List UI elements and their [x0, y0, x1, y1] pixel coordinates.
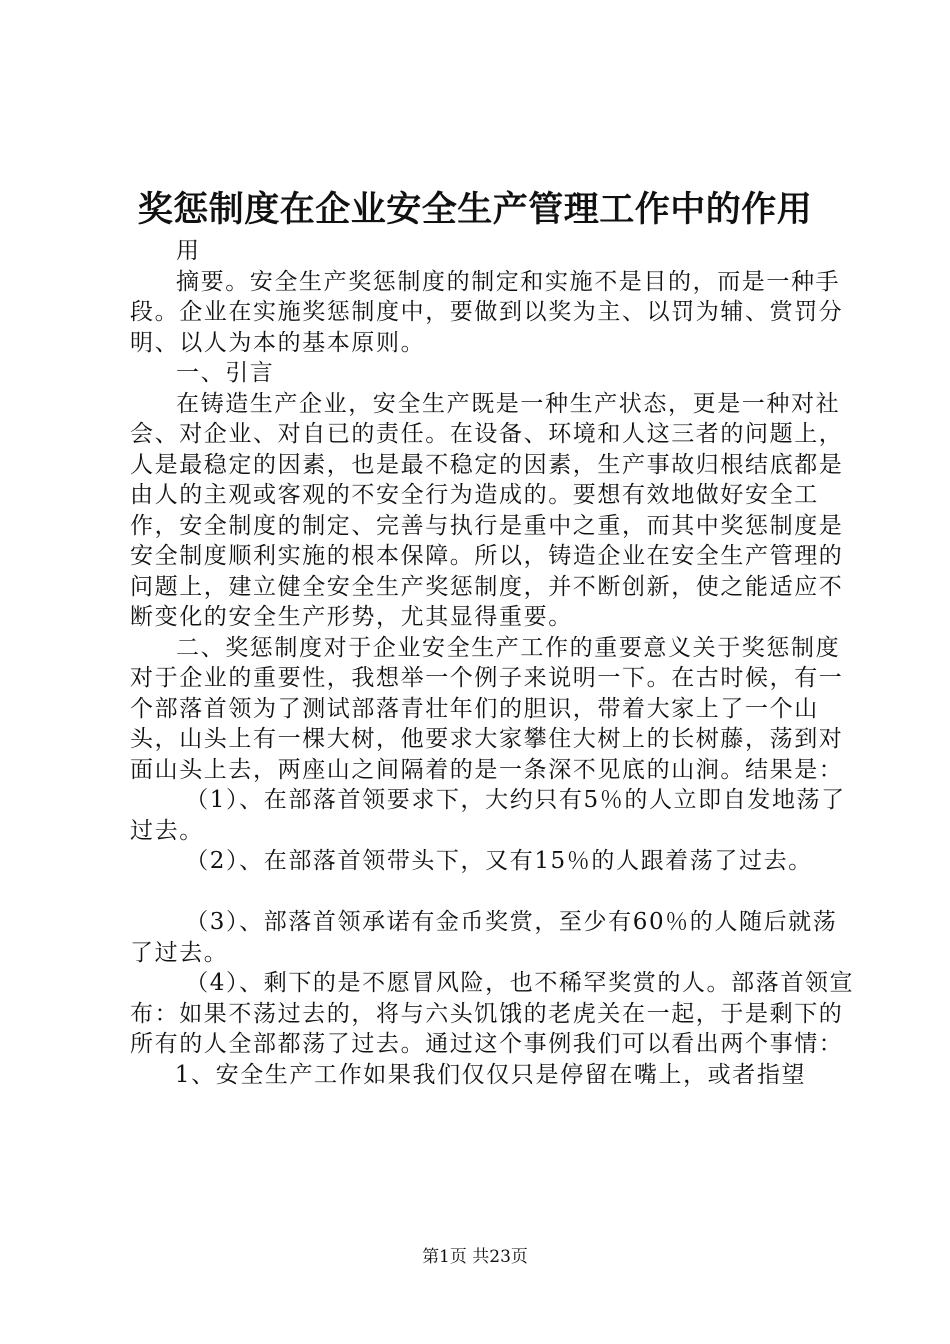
list-item-2: （2）、在部落首领带头下，又有15％的人跟着荡了过去。 — [185, 848, 813, 874]
section-heading-intro: 一、引言 — [176, 360, 275, 386]
paragraph-abstract: 摘要。安全生产奖惩制度的制定和实施不是目的，而是一种手段。企业在实施奖惩制度中，要做到以奖为主、以罚为辅、赏罚分明、以人为本的基本原则。 — [130, 268, 844, 356]
document-body — [130, 236, 855, 1090]
paragraph-section-two: 二、奖惩制度对于企业安全生产工作的重要意义关于奖惩制度对于企业的重要性，我想举一个例子来说明一下。在古时候，有一个部落首领为了测试部落青壮年们的胆识，带着大家上了一个山头，山头上有一棵大树，他要求大家攀住大树上的长树藤，荡到对面山头上去，两座山之间隔着的是一条深不见底的山涧。结果是： — [130, 634, 844, 783]
document-title: 奖惩制度在企业安全生产管理工作中的作用 — [137, 189, 813, 230]
paragraph-intro: 在铸造生产企业，安全生产既是一种生产状态，更是一种对社会、对企业、对自已的责任。在设备、环境和人这三者的问题上，人是最稳定的因素，也是最不稳定的因素，生产事故归根结底都是由人的主观或客观的不安全行为造成的。要想有效地做好安全工作，安全制度的制定、完善与执行是重中之重，而其中奖惩制度是安全制度顺利实施的根本保障。所以，铸造企业在安全生产管理的问题上，建立健全安全生产奖惩制度，并不断创新，使之能适应不断变化的安全生产形势，尤其显得重要。 — [130, 390, 844, 630]
list-item-1: （1）、在部落首领要求下，大约只有5％的人立即自发地荡了过去。 — [130, 787, 846, 844]
page-footer: 第1页 共23页 — [422, 1247, 528, 1267]
paragraph-point-1: 1、安全生产工作如果我们仅仅只是停留在嘴上，或者指望 — [174, 1061, 807, 1088]
paragraph-fragment: 用 — [176, 238, 201, 264]
list-item-3: （3）、部落首领承诺有金币奖赏，至少有60％的人随后就荡了过去。 — [130, 909, 838, 966]
list-item-4: （4）、剩下的是不愿冒风险，也不稀罕奖赏的人。部落首领宣布：如果不荡过去的，将与六头饥饿的老虎关在一起，于是剩下的所有的人全部都荡了过去。通过这个事例我们可以看出两个事情： — [130, 970, 855, 1057]
